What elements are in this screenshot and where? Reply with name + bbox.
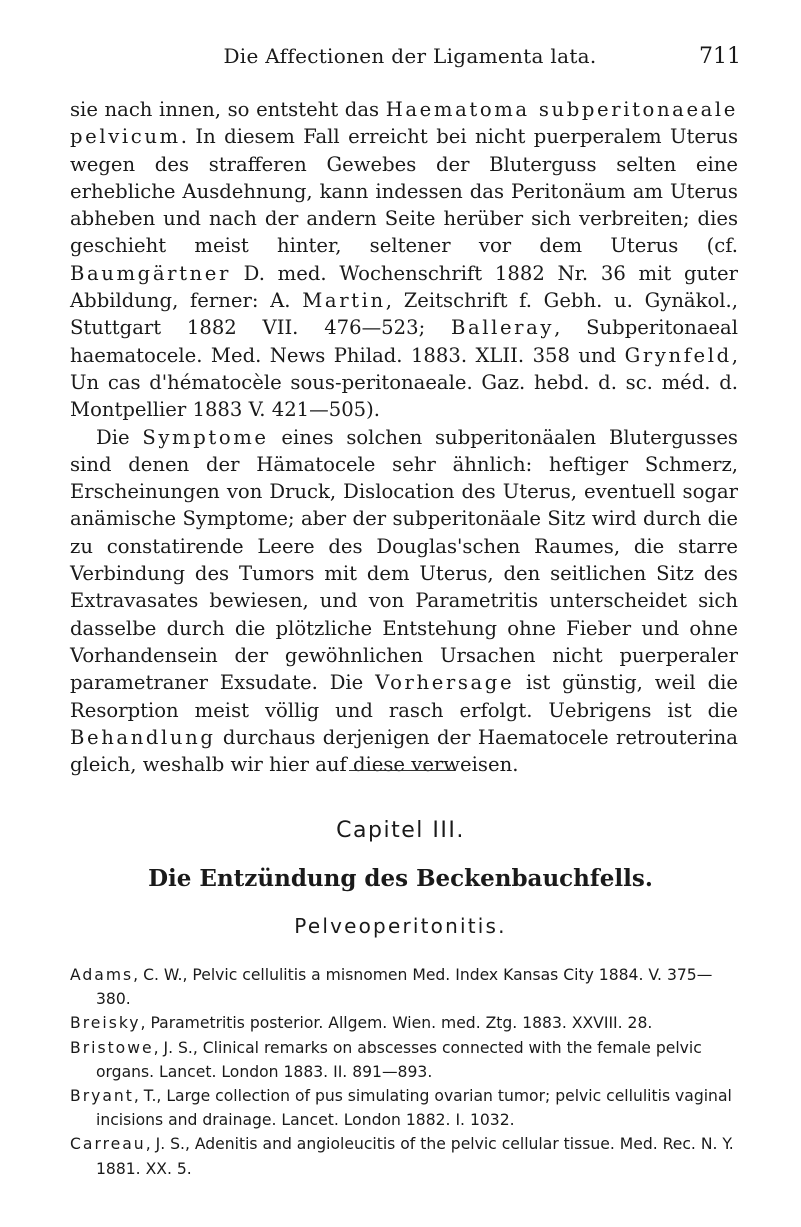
bibliography [70,963,738,1181]
emphasized-term: Symptome [142,425,269,449]
emphasized-term: Haematoma subperitonaeale pelvicum [70,98,738,149]
bibliography-reference: , C. W., Pelvic cellulitis a misnomen Med. Index Kansas City 1884. V. 375—380. [96,966,713,1009]
body-text [70,96,738,778]
paragraph [70,424,738,779]
text-run: , Subperitonaeal haematocele. Med. News Philad. 1883. XLII. 358 und [70,316,738,367]
bibliography-author: Carreau [70,1135,146,1154]
running-head [0,44,801,74]
bibliography-reference: , T., Large collection of pus simulating ovarian tumor; pelvic cellulitis vaginal incisions and drainage. Lancet. London 1882. I. 1032. [96,1087,732,1130]
text-run: , Zeitschrift f. Gebh. u. Gynäkol., Stuttgart 1882 VII. 476—523; [70,289,739,340]
section-divider [349,770,454,771]
bibliography-entry [70,963,738,1011]
emphasized-term: Balleray [450,316,555,340]
running-title: Die Affectionen der Ligamenta lata. [223,44,597,68]
text-run: , Un cas d'hématocèle sous-peritonaeale. Gaz. hebd. d. sc. méd. d. Montpellier 1883 V. 421—505). [70,343,738,422]
bibliography-entry [70,1036,738,1084]
emphasized-term: Grynfeld [624,343,732,367]
bibliography-entry [70,1011,738,1035]
text-run: D. med. Wochenschrift 1882 Nr. 36 mit guter Abbildung, ferner: A. [70,261,738,313]
paragraph [70,96,738,424]
chapter-label: Capitel III. [336,818,465,843]
bibliography-reference: , J. S., Clinical remarks on abscesses connected with the female pelvic organs. Lancet. London 1883. II. 891—893. [96,1038,702,1081]
text-run: eines solchen subperitonäalen Blutergusses sind denen der Hämatocele sehr ähnlich: heftiger Schmerz, Erscheinungen von Druck, Dislocation des Uterus, eventuell sogar anämische Symptome; aber der subperitonäale Sitz wird durch die zu constatirende Leere des Douglas'schen Raumes, die starre Verbindung des Tumors mit dem Uterus, den seitlichen Sitz des Extravasates bewiesen, und von Parametritis unterscheidet sich dasselbe durch die plötzliche Entstehung ohne Fieber und ohne Vorhandensein der gewöhnlichen Ursachen nicht puerperaler parametraner Exsudate. Die [70,425,738,695]
text-run: durchaus derjenigen der Haematocele retrouterina gleich, weshalb wir hier auf diese verweisen. [70,725,738,777]
chapter-subtitle: Pelveoperitonitis. [294,914,507,938]
text-run: Die [96,425,143,449]
page-number: 711 [699,44,741,69]
emphasized-term: Martin [302,289,386,313]
text-run: sie nach innen, so entsteht das [70,98,386,121]
bibliography-author: Breisky [70,1014,141,1033]
emphasized-term: Baumgärtner [70,261,231,285]
bibliography-entry [70,1084,738,1132]
bibliography-author: Adams [70,966,134,984]
emphasized-term: Vorhersage [375,671,515,695]
emphasized-term: Behandlung [70,725,216,749]
bibliography-entry [70,1132,738,1180]
bibliography-reference: , Parametritis posterior. Allgem. Wien. med. Ztg. 1883. XXVIII. 28. [140,1014,653,1033]
text-run: ist günstig, weil die Resorption meist völlig und rasch erfolgt. Uebrigens ist die [70,671,738,722]
bibliography-reference: , J. S., Adenitis and angioleucitis of the pelvic cellular tissue. Med. Rec. N. Y. 1881. XX. 5. [96,1135,734,1178]
text-run: . In diesem Fall erreicht bei nicht puerperalem Uterus wegen des strafferen Gewebes der Bluterguss selten eine erhebliche Ausdehnung, kann indessen das Peritonäum am Uterus abheben und nach der andern Seite herüber sich verbreiten; dies geschieht meist hinter, seltener vor dem Uterus (cf. [70,125,738,258]
bibliography-author: Bryant [70,1087,134,1106]
bibliography-author: Bristowe [70,1038,154,1057]
chapter-title: Die Entzündung des Beckenbauchfells. [148,865,653,892]
